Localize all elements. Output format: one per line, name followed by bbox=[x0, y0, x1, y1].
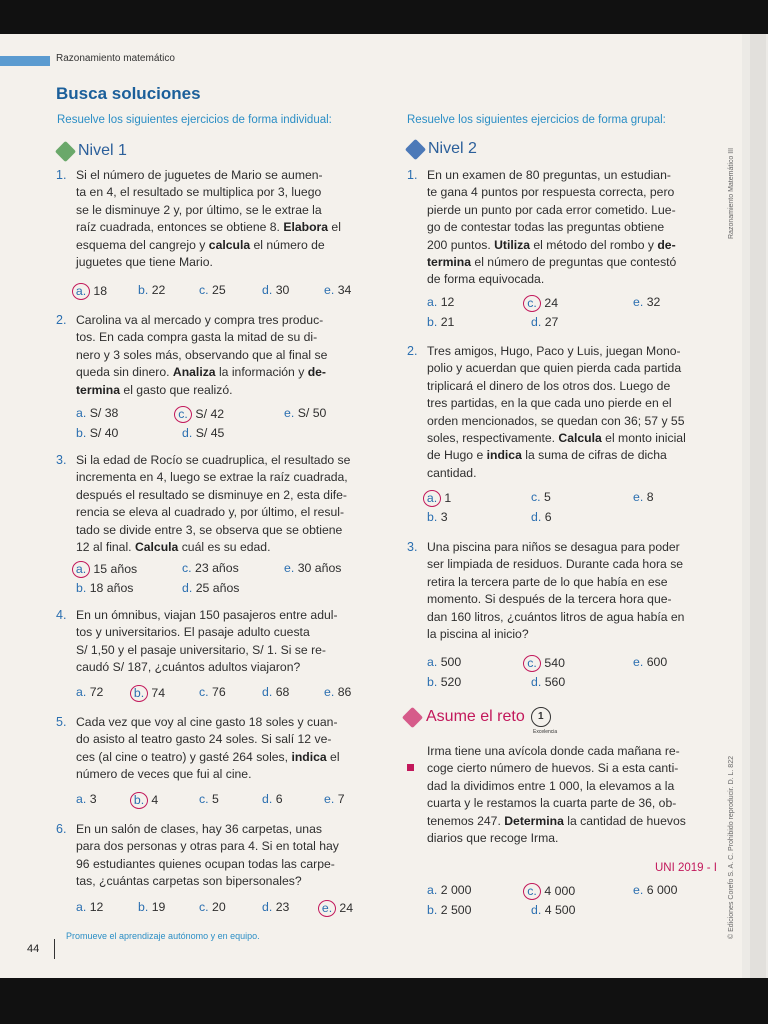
option-a[interactable]: a. 15 años bbox=[76, 561, 137, 578]
option-d[interactable]: d. 30 bbox=[262, 283, 290, 297]
header-tab bbox=[0, 56, 50, 66]
option-d[interactable]: d. 27 bbox=[531, 315, 559, 329]
option-d[interactable]: d. 6 bbox=[262, 792, 283, 806]
option-c[interactable]: c. 540 bbox=[527, 655, 565, 672]
option-c[interactable]: c. 76 bbox=[199, 685, 226, 699]
option-c[interactable]: c. 24 bbox=[527, 295, 558, 312]
page-header: Razonamiento matemático bbox=[56, 53, 175, 64]
problem-number: 4. bbox=[56, 608, 67, 622]
challenge-label: Asume el reto bbox=[426, 708, 525, 725]
option-d[interactable]: d. 560 bbox=[531, 675, 566, 689]
option-d[interactable]: d. 23 bbox=[262, 900, 290, 914]
medal-icon: 1 bbox=[531, 707, 551, 727]
option-a[interactable]: a. 12 bbox=[427, 295, 455, 309]
option-c[interactable]: c. 25 bbox=[199, 283, 226, 297]
group-problem-3-text: Una piscina para niños se desagua para poder ser limpiada de residuos. Durante cada hora se retira la tercera parte de lo que había en ese momento. Si después de la tercera hora que- dan 160 litros, ¿cuántos litros de agua había en la piscina al inicio? bbox=[427, 540, 685, 642]
option-e[interactable]: e. 24 bbox=[322, 900, 353, 917]
option-c[interactable]: c. 5 bbox=[199, 792, 219, 806]
problem-number: 3. bbox=[56, 453, 67, 467]
option-e[interactable]: e. 34 bbox=[324, 283, 352, 297]
level2-heading bbox=[408, 140, 477, 158]
challenge-heading bbox=[405, 707, 558, 735]
group-problem-1-text: En un examen de 80 preguntas, un estudian- te gana 4 puntos por respuesta correcta, pero pierde un punto por cada error cometido. Lue- go de contestar todas las preguntas obtiene 200 puntos. Utiliza el método del rombo y de- termina el número de preguntas que contestó de forma equivocada. bbox=[427, 168, 677, 287]
option-b[interactable]: b. 520 bbox=[427, 675, 462, 689]
option-e[interactable]: e. 32 bbox=[633, 295, 661, 309]
problem-number: 6. bbox=[56, 822, 67, 836]
page-divider bbox=[54, 939, 55, 959]
option-e[interactable]: e. 7 bbox=[324, 792, 345, 806]
problem-6-text: En un salón de clases, hay 36 carpetas, unas para dos personas y otras para 4. Si en total hay 96 estudiantes quienes ocupan todas las carpe- tas, ¿cuántas carpetas son bipersonales? bbox=[76, 822, 339, 889]
option-c[interactable]: c. 23 años bbox=[182, 561, 239, 575]
option-e[interactable]: e. 30 años bbox=[284, 561, 342, 575]
option-a[interactable]: a. 72 bbox=[76, 685, 104, 699]
diamond-icon bbox=[402, 706, 423, 727]
option-d[interactable]: d. S/ 45 bbox=[182, 426, 225, 440]
problem-2-text: Carolina va al mercado y compra tres produc- tos. En cada compra gasta la mitad de su di- nero y 3 soles más, observando que al final se queda sin dinero. Analiza la información y de- termina el gasto que realizó. bbox=[76, 313, 328, 397]
option-d[interactable]: d. 6 bbox=[531, 510, 552, 524]
option-c[interactable]: c. 4 000 bbox=[527, 883, 575, 900]
level2-label: Nivel 2 bbox=[428, 140, 477, 157]
problem-number: 1. bbox=[56, 168, 67, 182]
level1-heading bbox=[58, 142, 127, 160]
option-e[interactable]: e. 6 000 bbox=[633, 883, 678, 897]
option-d[interactable]: d. 25 años bbox=[182, 581, 240, 595]
problem-number: 5. bbox=[56, 715, 67, 729]
left-instruction: Resuelve los siguientes ejercicios de forma individual: bbox=[57, 114, 332, 126]
bullet-icon bbox=[407, 764, 414, 771]
option-b[interactable]: b. S/ 40 bbox=[76, 426, 119, 440]
problem-number: 3. bbox=[407, 540, 418, 554]
option-a[interactable]: a. S/ 38 bbox=[76, 406, 119, 420]
uni-label: UNI 2019 - I bbox=[655, 862, 717, 874]
option-b[interactable]: b. 21 bbox=[427, 315, 455, 329]
problem-3-text: Si la edad de Rocío se cuadruplica, el resultado se incrementa en 4, luego se extrae la raíz cuadrada, después el resultado se disminuye en 2, esta dife- rencia se eleva al cuadrado y, por último, el resul- tado se divide entre 3, se observa que se obtiene 12 al final. Calcula cuál es su edad. bbox=[76, 453, 351, 555]
diamond-icon bbox=[55, 140, 76, 161]
option-c[interactable]: c. 20 bbox=[199, 900, 226, 914]
option-d[interactable]: d. 4 500 bbox=[531, 903, 576, 917]
option-e[interactable]: e. S/ 50 bbox=[284, 406, 327, 420]
footer-text: Promueve el aprendizaje autónomo y en equipo. bbox=[66, 931, 260, 941]
option-e[interactable]: e. 86 bbox=[324, 685, 352, 699]
option-b[interactable]: b. 18 años bbox=[76, 581, 134, 595]
challenge-text: Irma tiene una avícola donde cada mañana re- coge cierto número de huevos. Si a esta canti- dad la dividimos entre 1 000, la elevamos a la cuarta y le restamos la cuarta parte de 36, ob- tenemos 247. Determina la cantidad de huevos diarios que recoge Irma. bbox=[427, 744, 686, 846]
problem-5-text: Cada vez que voy al cine gasto 18 soles y cuan- do asisto al teatro gasto 24 soles. Si salí 12 ve- ces (al cine o teatro) y gasté 264 soles, indica el número de veces que fui al cine. bbox=[76, 715, 340, 782]
option-a[interactable]: a. 3 bbox=[76, 792, 97, 806]
option-a[interactable]: a. 18 bbox=[76, 283, 107, 300]
option-c[interactable]: c. 5 bbox=[531, 490, 551, 504]
option-b[interactable]: b. 3 bbox=[427, 510, 448, 524]
option-a[interactable]: a. 12 bbox=[76, 900, 104, 914]
option-d[interactable]: d. 68 bbox=[262, 685, 290, 699]
option-e[interactable]: e. 600 bbox=[633, 655, 668, 669]
group-problem-2-text: Tres amigos, Hugo, Paco y Luis, juegan Mono- polio y acuerdan que quien pierda cada partida triplicará el dinero de los otros dos. Luego de tres partidas, en la que cada uno pierde en el orden mencionados, se quedan con 36; 57 y 55 soles, respectivamente. Calcula el monto inicial de Hugo e indica la suma de cifras de dicha cantidad. bbox=[427, 344, 686, 480]
option-c[interactable]: c. S/ 42 bbox=[178, 406, 224, 423]
page-number: 44 bbox=[27, 943, 40, 955]
page-title: Busca soluciones bbox=[56, 84, 201, 103]
option-b[interactable]: b. 19 bbox=[138, 900, 166, 914]
medal-caption: Excelencia bbox=[533, 729, 558, 735]
option-b[interactable]: b. 2 500 bbox=[427, 903, 472, 917]
problem-4-text: En un ómnibus, viajan 150 pasajeros entre adul- tos y universitarios. El pasaje adulto cuesta S/ 1,50 y el pasaje universitario, S/ 1. Si se re- caudó S/ 187, ¿cuántos adultos viajaron? bbox=[76, 608, 338, 675]
level1-label: Nivel 1 bbox=[78, 142, 127, 159]
option-b[interactable]: b. 74 bbox=[134, 685, 165, 702]
option-a[interactable]: a. 500 bbox=[427, 655, 462, 669]
right-instruction: Resuelve los siguientes ejercicios de forma grupal: bbox=[407, 114, 666, 126]
side-title: Razonamiento Matemático III bbox=[728, 147, 735, 239]
page-edge bbox=[742, 34, 768, 978]
problem-1-text: Si el número de juguetes de Mario se aumen- ta en 4, el resultado se multiplica por 3, luego se le disminuye 2 y, por último, se le extrae la raíz cuadrada, entonces se obtiene 8. Elabora el esquema del cangrejo y calcula el número de juguetes que tiene Mario. bbox=[76, 168, 341, 270]
diamond-icon bbox=[405, 138, 426, 159]
option-e[interactable]: e. 8 bbox=[633, 490, 654, 504]
problem-number: 2. bbox=[407, 344, 418, 358]
option-a[interactable]: a. 2 000 bbox=[427, 883, 472, 897]
option-a[interactable]: a. 1 bbox=[427, 490, 451, 507]
textbook-page bbox=[0, 34, 742, 978]
side-copyright: © Ediciones Corefo S. A. C. Prohibido reproducir. D. L. 822 bbox=[728, 756, 735, 939]
problem-number: 2. bbox=[56, 313, 67, 327]
option-b[interactable]: b. 4 bbox=[134, 792, 158, 809]
problem-number: 1. bbox=[407, 168, 418, 182]
option-b[interactable]: b. 22 bbox=[138, 283, 166, 297]
